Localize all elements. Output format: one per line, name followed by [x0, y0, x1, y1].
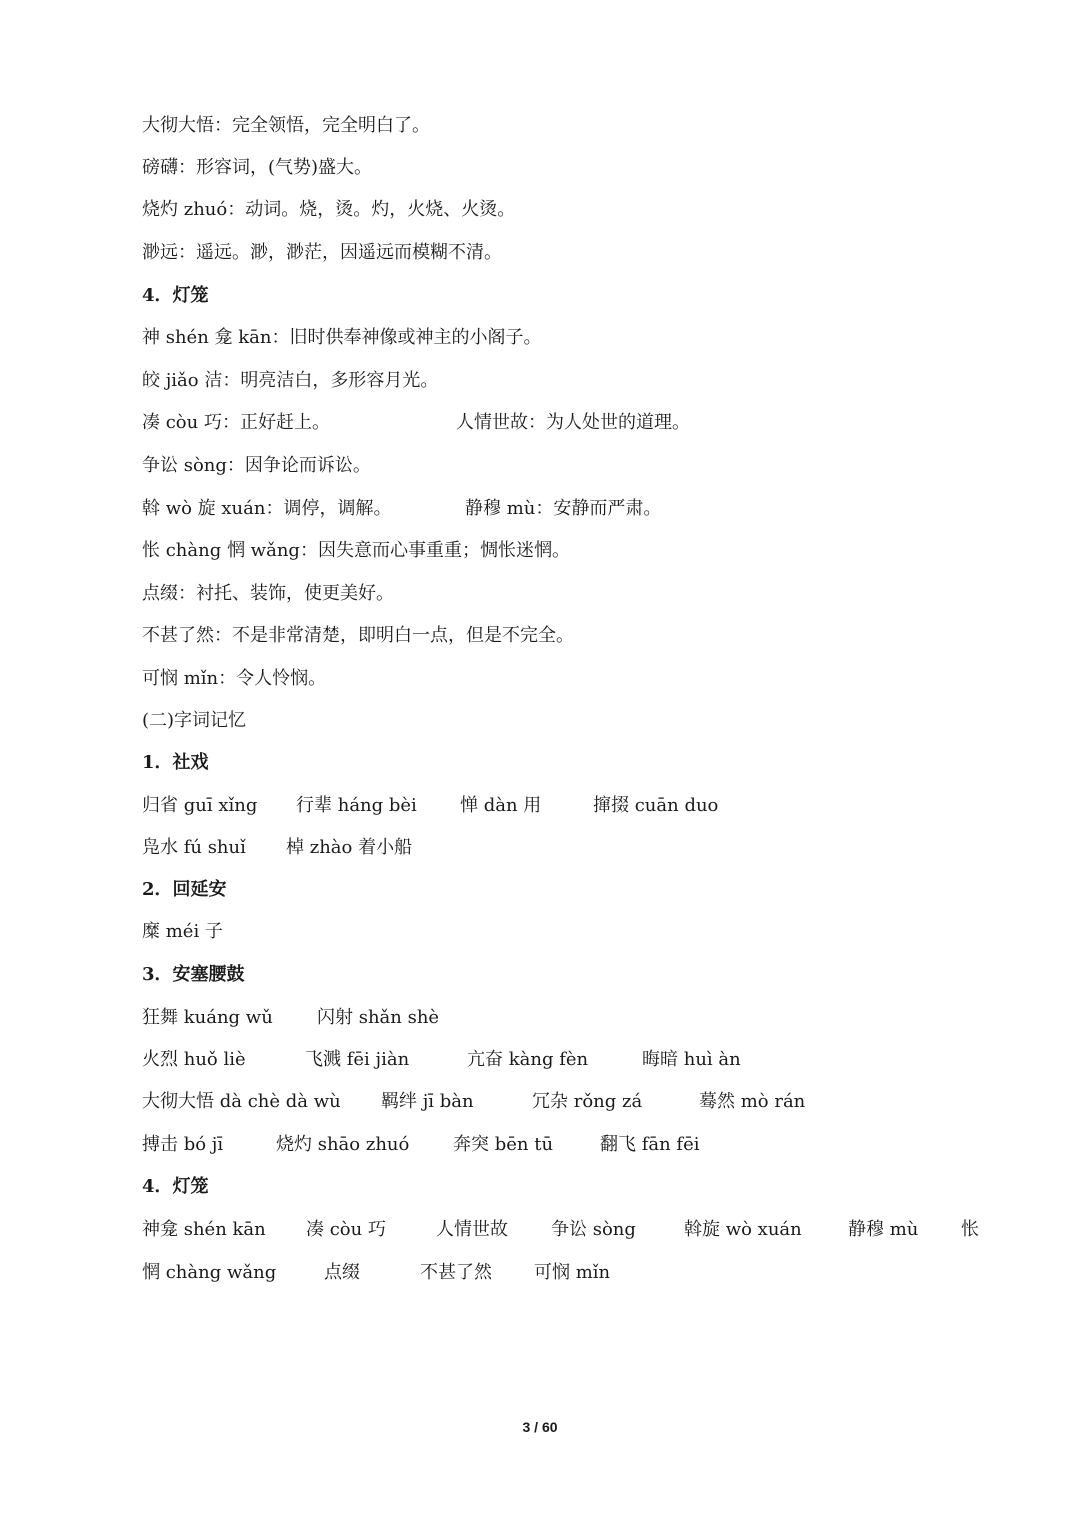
vocab-item: 闪射 shǎn shè — [317, 1007, 440, 1028]
vocab-item: 亢奋 kàng fèn — [467, 1049, 589, 1070]
page-number: 3 / 60 — [522, 1419, 558, 1435]
vocab-item: 争讼 sòng — [551, 1219, 636, 1240]
vocab-item: 凑 còu 巧 — [306, 1219, 386, 1240]
vocab-item: 大彻大悟 dà chè dà wù — [142, 1091, 341, 1112]
vocab-item: 行辈 háng bèi — [296, 795, 417, 816]
vocab-item: 人情世故 — [436, 1219, 508, 1240]
vocab-item: 火烈 huǒ liè — [142, 1049, 246, 1070]
section-heading: 4．灯笼 — [142, 1176, 209, 1197]
glossary-entry: 凑 còu 巧：正好赶上。 — [142, 412, 330, 433]
glossary-entry: 烧灼 zhuó：动词。烧，烫。灼，火烧、火烫。 — [142, 199, 516, 220]
part-heading: (二)字词记忆 — [142, 710, 247, 731]
glossary-entry: 人情世故：为人处世的道理。 — [456, 412, 690, 433]
vocab-item: 撺掇 cuān duo — [593, 795, 719, 816]
section-heading: 2．回延安 — [142, 879, 227, 900]
vocab-item: 斡旋 wò xuán — [684, 1219, 802, 1240]
vocab-item: 烧灼 shāo zhuó — [276, 1134, 410, 1155]
glossary-entry: 神 shén 龛 kān：旧时供奉神像或神主的小阁子。 — [142, 327, 542, 348]
vocab-item: 奔突 bēn tū — [453, 1134, 554, 1155]
glossary-entry: 斡 wò 旋 xuán：调停，调解。 — [142, 498, 392, 519]
vocab-item: 不甚了然 — [420, 1262, 492, 1283]
glossary-entry: 静穆 mù：安静而严肃。 — [465, 498, 662, 519]
vocab-item: 糜 méi 子 — [142, 921, 223, 942]
vocab-item: 惮 dàn 用 — [460, 795, 542, 816]
glossary-entry: 怅 chàng 惘 wǎng：因失意而心事重重；惆怅迷惘。 — [142, 540, 570, 561]
glossary-entry: 皎 jiǎo 洁：明亮洁白，多形容月光。 — [142, 370, 439, 391]
vocab-item: 棹 zhào 着小船 — [286, 837, 413, 858]
vocab-item: 翻飞 fān fēi — [600, 1134, 700, 1155]
vocab-item: 狂舞 kuáng wǔ — [142, 1007, 273, 1028]
glossary-entry: 磅礴：形容词，(气势)盛大。 — [142, 157, 373, 178]
glossary-entry: 大彻大悟：完全领悟，完全明白了。 — [142, 115, 430, 136]
vocab-item: 蓦然 mò rán — [699, 1091, 806, 1112]
vocab-item: 可悯 mǐn — [534, 1262, 611, 1283]
section-heading: 4．灯笼 — [142, 285, 209, 306]
vocab-item: 凫水 fú shuǐ — [142, 837, 246, 858]
glossary-entry: 可悯 mǐn：令人怜悯。 — [142, 668, 327, 689]
vocab-item: 晦暗 huì àn — [642, 1049, 741, 1070]
glossary-entry: 不甚了然：不是非常清楚，即明白一点，但是不完全。 — [142, 625, 574, 646]
section-heading: 1．社戏 — [142, 752, 209, 773]
vocab-item: 静穆 mù — [848, 1219, 919, 1240]
section-heading: 3．安塞腰鼓 — [142, 964, 245, 985]
vocab-item: 归省 guī xǐng — [142, 795, 258, 816]
vocab-item: 羁绊 jī bàn — [381, 1091, 474, 1112]
vocab-item: 搏击 bó jī — [142, 1134, 224, 1155]
glossary-entry: 争讼 sòng：因争论而诉讼。 — [142, 455, 371, 476]
vocab-item: 惘 chàng wǎng — [142, 1262, 277, 1283]
vocab-item: 怅 — [961, 1219, 979, 1240]
vocab-item: 飞溅 fēi jiàn — [305, 1049, 410, 1070]
vocab-item: 神龛 shén kān — [142, 1219, 266, 1240]
glossary-entry: 渺远：遥远。渺，渺茫，因遥远而模糊不清。 — [142, 242, 502, 263]
vocab-item: 点缀 — [324, 1262, 360, 1283]
vocab-item: 冗杂 rǒng zá — [532, 1091, 643, 1112]
glossary-entry: 点缀：衬托、装饰，使更美好。 — [142, 583, 394, 604]
